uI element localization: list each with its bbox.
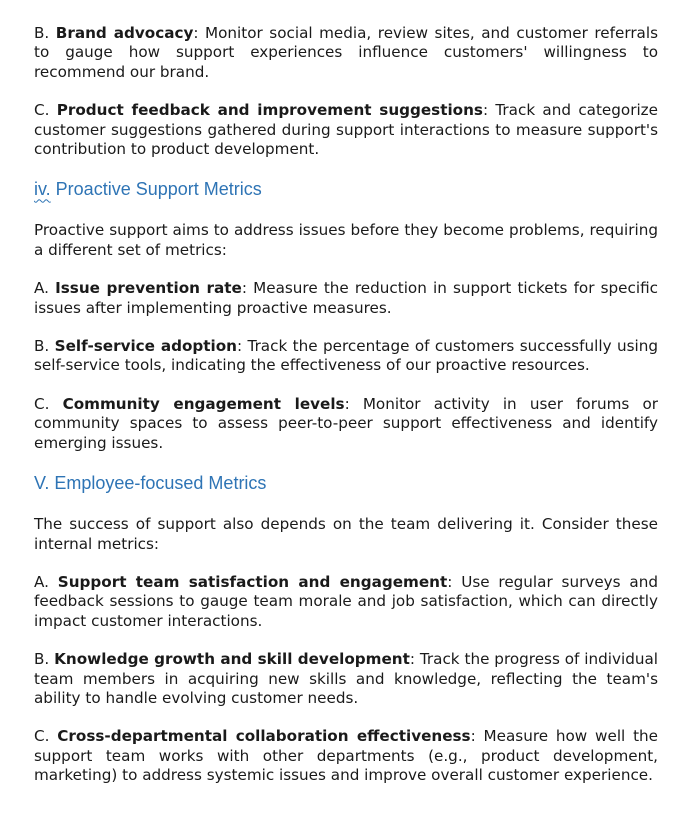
product-feedback-paragraph xyxy=(34,101,658,159)
employee-intro-paragraph: The success of support also depends on the team delivering it. Consider these internal metrics: xyxy=(34,515,658,553)
document-page xyxy=(34,24,658,805)
item-term: Self-service adoption xyxy=(54,337,237,356)
spellcheck-squiggle-word: iv. xyxy=(34,179,51,200)
proactive-support-heading xyxy=(34,178,658,200)
item-term: Support team satisfaction and engagement xyxy=(57,572,448,591)
item-text: : Use regular surveys and feedback sessions to gauge team morale and job satisfaction, which can directly impact customer interactions. xyxy=(34,572,658,630)
item-prefix: C. xyxy=(34,101,57,120)
brand-advocacy-paragraph xyxy=(34,24,658,82)
item-prefix: A. xyxy=(34,279,56,298)
item-term: Issue prevention rate xyxy=(55,279,242,298)
employee-metrics-heading: V. Employee-focused Metrics xyxy=(34,473,267,494)
item-text: : Measure the reduction in support tickets for specific issues after implementing proactive measures. xyxy=(34,279,658,317)
item-term: Community engagement levels xyxy=(62,394,345,413)
item-prefix: B. xyxy=(34,24,56,42)
item-prefix: C. xyxy=(34,727,58,746)
item-text: : Track the progress of individual team members in acquiring new skills and knowledge, reflecting the team's ability to handle evolving customer needs. xyxy=(34,650,659,707)
item-prefix: B. xyxy=(34,337,55,356)
item-text: : Track the percentage of customers successfully using self-service tools, indicating the effectiveness of our proactive resources. xyxy=(34,337,658,375)
item-text: : Monitor activity in user forums or community spaces to assess peer-to-peer support effectiveness and identify emerging issues. xyxy=(34,394,658,452)
self-service-paragraph xyxy=(34,337,658,376)
item-term: Product feedback and improvement suggestions xyxy=(56,101,483,120)
heading-text: Proactive Support Metrics xyxy=(50,179,262,200)
item-prefix: B. xyxy=(34,650,55,669)
item-prefix: C. xyxy=(34,394,63,413)
team-satisfaction-paragraph xyxy=(34,573,658,631)
knowledge-growth-paragraph xyxy=(34,650,658,708)
item-prefix: A. xyxy=(34,572,58,591)
issue-prevention-paragraph xyxy=(34,279,658,318)
proactive-intro-paragraph: Proactive support aims to address issues before they become problems, requiring a different set of metrics: xyxy=(34,221,658,259)
item-text: : Monitor social media, review sites, and customer referrals to gauge how support experiences influence customers' willingness to recommend our brand. xyxy=(34,24,658,81)
collaboration-paragraph xyxy=(34,727,658,785)
item-text: : Measure how well the support team works with other departments (e.g., product development, marketing) to address systemic issues and improve overall customer experience. xyxy=(34,727,659,785)
community-engagement-paragraph xyxy=(34,395,658,453)
item-term: Knowledge growth and skill development xyxy=(54,650,410,669)
item-term: Cross-departmental collaboration effectiveness xyxy=(57,727,471,746)
item-term: Brand advocacy xyxy=(55,24,194,42)
item-text: : Track and categorize customer suggestions gathered during support interactions to measure support's contribution to product development. xyxy=(34,101,658,159)
